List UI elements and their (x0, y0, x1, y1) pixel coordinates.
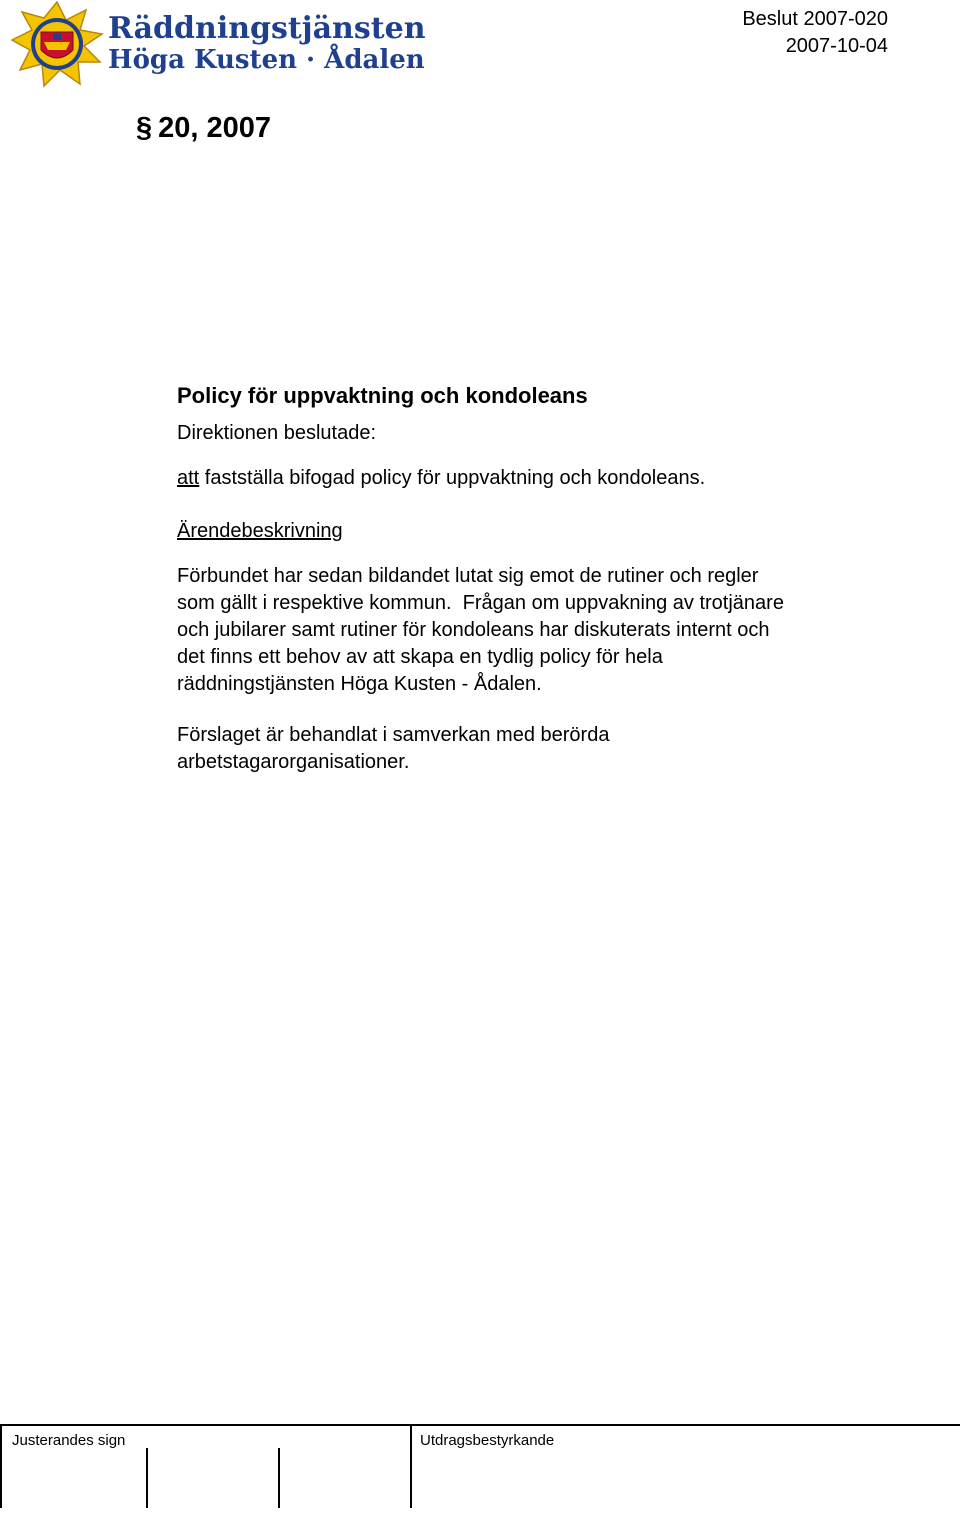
utdragsbestyrkande-label: Utdragsbestyrkande (420, 1432, 555, 1449)
justerandes-sign-label: Justerandes sign (12, 1432, 126, 1449)
case-description-heading: Ärendebeskrivning (177, 520, 343, 542)
fire-service-emblem-icon (8, 0, 106, 88)
logo-wordmark (108, 11, 426, 75)
paragraph-line: räddningstjänsten Höga Kusten - Ådalen. (177, 673, 542, 695)
cooperation-paragraph (177, 722, 897, 776)
logo-line-1: Räddningstjänsten (108, 11, 426, 46)
decided-intro: Direktionen beslutade: (177, 422, 377, 444)
decision-date: 2007-10-04 (785, 35, 888, 57)
signature-divider (410, 1426, 412, 1508)
signature-divider (0, 1426, 2, 1508)
signature-footer (0, 1424, 960, 1508)
paragraph-line: arbetstagarorganisationer. (177, 751, 410, 773)
decision-att: att (177, 467, 200, 489)
section-number: 20, 2007 (158, 112, 272, 144)
decision-title: Policy för uppvaktning och kondoleans (177, 383, 588, 408)
section-heading (136, 112, 271, 145)
section-sign: § (136, 112, 153, 144)
case-description-paragraph (177, 563, 897, 698)
paragraph-line: Förbundet har sedan bildandet lutat sig emot de rutiner och regler (177, 565, 759, 587)
signature-divider (278, 1448, 280, 1508)
organization-logo (8, 0, 426, 88)
logo-line-2: Höga Kusten · Ådalen (108, 45, 425, 75)
decision-body (177, 380, 897, 776)
paragraph-line: Förslaget är behandlat i samverkan med berörda (177, 724, 610, 746)
paragraph-line: som gällt i respektive kommun. Frågan om uppvakning av trotjänare (177, 592, 784, 614)
decision-statement (177, 465, 897, 492)
paragraph-line: och jubilarer samt rutiner för kondoleans har diskuterats internt och (177, 619, 770, 641)
paragraph-line: det finns ett behov av att skapa en tydlig policy för hela (177, 646, 663, 668)
document-reference (742, 6, 888, 60)
decision-number: Beslut 2007-020 (742, 8, 888, 30)
signature-divider (146, 1448, 148, 1508)
decision-text: fastställa bifogad policy för uppvaktning och kondoleans. (199, 467, 706, 489)
